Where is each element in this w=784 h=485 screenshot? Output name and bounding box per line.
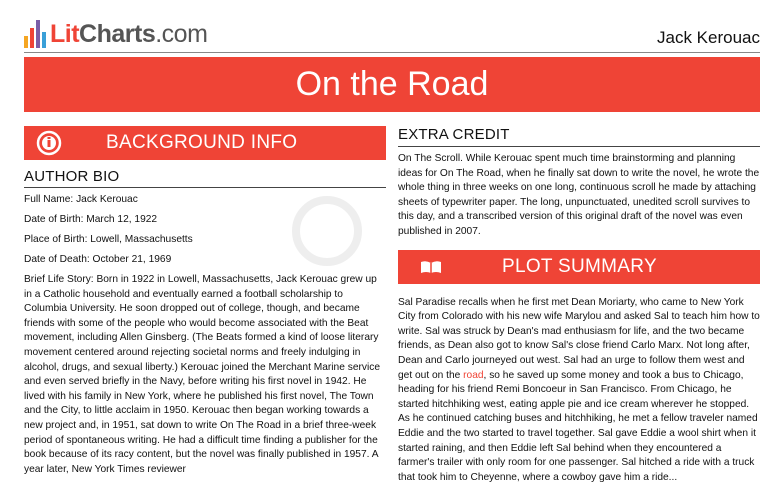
logo-text: LitCharts.com xyxy=(50,20,208,48)
title-banner xyxy=(24,57,760,112)
extra-credit-heading: EXTRA CREDIT xyxy=(398,126,760,147)
info-watermark-icon xyxy=(292,196,362,266)
brief-life-story: Brief Life Story: Born in 1922 in Lowell, Massachusetts, Jack Kerouac grew up in a Catholic household and eventually earned a football scholarship to Columbia University. He soon dropped out of college, though, and became friends with some of the people who would become associated with the Beat movement, including Allen Ginsberg. (The Beats formed a kind of loose literary movement centered around rejecting societal norms and freely indulging in alcohol, drugs, and sexual liberty.) Kerouac joined the Merchant Marine service and even served briefly in the Navy, before writing his first novel in 1942. He lived with his family in New York, where he published his first novel, The Town and the City, to little acclaim in 1950. Kerouac then began working towards a new project and, in 1951, sat down to write On The Road in a brief three-week period of spontaneous writing. He had a difficult time finding a publisher for the book because of its racy content, but the novel was finally published in 1957. A year later, New York Times reviewer xyxy=(24,274,380,475)
author-bio-heading: AUTHOR BIO xyxy=(24,168,386,188)
background-info-heading: BACKGROUND INFO xyxy=(106,132,298,153)
plot-summary-heading: PLOT SUMMARY xyxy=(502,255,657,277)
extra-credit-text: On The Scroll. While Kerouac spent much time brainstorming and planning ideas for On The Road, when he finally sat down to write the novel, he wrote the whole thing in three weeks on one long, continuous scroll he made by attaching sheets of typewriter paper. The long, unpunctuated, unedited scroll survives to this day, and a transcribed version of this original draft of the novel was even published in 2007. xyxy=(398,153,760,237)
full-name-field: Full Name: Jack Kerouac xyxy=(24,194,138,205)
date-of-birth-field: Date of Birth: March 12, 1922 xyxy=(24,214,158,225)
author-name: Jack Kerouac xyxy=(657,28,760,47)
header-divider xyxy=(24,52,760,53)
left-column xyxy=(24,126,386,477)
road-link[interactable]: road xyxy=(463,369,484,381)
place-of-birth-field: Place of Birth: Lowell, Massachusetts xyxy=(24,234,193,245)
right-column xyxy=(398,126,760,485)
plot-summary-text-part2: , so he saved up some money and took a bus to Chicago, heading for his friend Remi Boncoeur in San Francisco. From Chicago, he started hitchhiking west, eating apple pie and ice cream wherever he stopped. As he continued catching buses and hitchhiking, he met a fellow traveler named Eddie and the two started to travel together. Sal gave Eddie a wool shirt when it started raining, and then Eddie left Sal behind when they encountered a farmer's trailer with only room for one passenger. Sal hitched a ride with a truck that took him to Cheyenne, where a cowboy gave him a ride... xyxy=(398,369,758,483)
date-of-death-field: Date of Death: October 21, 1969 xyxy=(24,254,172,265)
logo-bars-icon xyxy=(24,20,46,48)
litcharts-logo[interactable] xyxy=(24,14,207,48)
book-icon xyxy=(420,260,442,274)
plot-summary-text xyxy=(398,296,760,485)
plot-summary-text-part1: Sal Paradise recalls when he first met Dean Moriarty, who came to New York City from Colorado with his new wife Marylou and asked Sal to teach him how to write. Sal was struck by Dean's mad enthusiasm for life, and the two became friends, as Dean also got to know Sal's close friend Carlo Marx. Not long after, Dean and Carlo journeyed out west. Sal had an urge to follow them west and get out on the xyxy=(398,296,760,381)
info-icon xyxy=(36,130,62,156)
plot-summary-header xyxy=(398,250,760,284)
book-title: On the Road xyxy=(295,65,489,103)
background-info-header xyxy=(24,126,386,160)
